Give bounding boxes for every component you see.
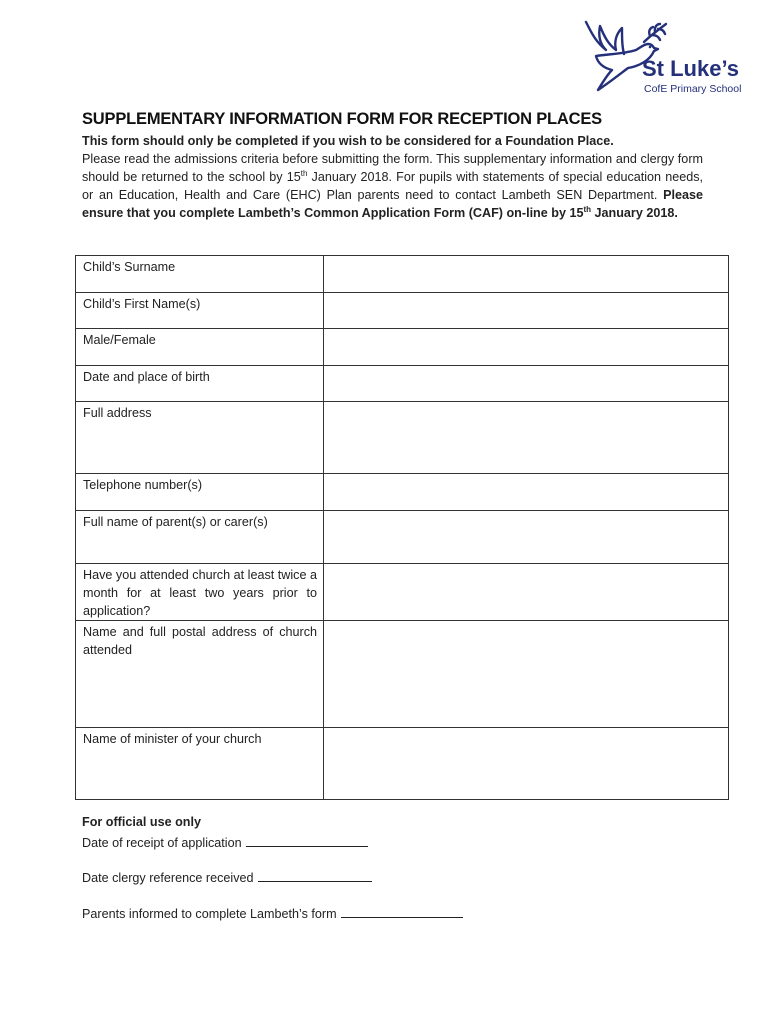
receipt-date-line (82, 834, 368, 850)
field-label: Child’s First Name(s) (76, 293, 324, 329)
form-row-minister (76, 728, 729, 800)
field-label: Child’s Surname (76, 256, 324, 293)
field-label: Name of minister of your church (76, 728, 324, 800)
official-use-heading: For official use only (82, 815, 201, 829)
informed-field[interactable] (341, 905, 463, 918)
field-label: Full address (76, 402, 324, 474)
form-row-church-attendance (76, 564, 729, 621)
birth-field[interactable] (324, 366, 729, 402)
intro-lead: This form should only be completed if you wish to be considered for a Foundation Place. (82, 134, 614, 148)
intro-body-2: January 2018. For pupils with statements of special education needs, or an Education, Health and Care (EHC) Plan parents need to contact Lambeth SEN Department. (82, 170, 704, 202)
form-row-birth (76, 366, 729, 402)
informed-label: Parents informed to complete Lambeth’s form (82, 907, 337, 921)
church-attendance-field[interactable] (324, 564, 729, 621)
intro-body-1: Please read the admissions criteria before submitting the form. This supplementary information and clergy form should be returned to the school by 15 (82, 152, 703, 184)
field-label: Full name of parent(s) or carer(s) (76, 511, 324, 564)
field-label: Telephone number(s) (76, 474, 324, 511)
intro-sup-1: th (300, 168, 308, 178)
school-name: St Luke’s (642, 56, 739, 81)
field-label: Name and full postal address of church attended (76, 621, 324, 728)
first-name-field[interactable] (324, 293, 729, 329)
field-label: Have you attended church at least twice a month for at least two years prior to application? (76, 564, 324, 621)
intro-text (82, 132, 703, 222)
intro-bold-2: January 2018. (591, 206, 678, 220)
intro-sup-2: th (583, 204, 592, 214)
field-label: Date and place of birth (76, 366, 324, 402)
address-field[interactable] (324, 402, 729, 474)
form-title: SUPPLEMENTARY INFORMATION FORM FOR RECEPTION PLACES (82, 110, 602, 128)
form-row-telephone (76, 474, 729, 511)
form-row-first-name (76, 293, 729, 329)
intro-bold-1: Please ensure that you complete Lambeth’s Common Application Form (CAF) on-line by 15 (82, 188, 703, 220)
field-label: Male/Female (76, 329, 324, 366)
form-row-gender (76, 329, 729, 366)
informed-line (82, 905, 463, 921)
clergy-date-line (82, 869, 372, 885)
receipt-date-label: Date of receipt of application (82, 836, 242, 850)
minister-field[interactable] (324, 728, 729, 800)
form-row-surname (76, 256, 729, 293)
clergy-date-field[interactable] (258, 869, 372, 882)
surname-field[interactable] (324, 256, 729, 293)
form-row-parent-name (76, 511, 729, 564)
clergy-date-label: Date clergy reference received (82, 871, 254, 885)
church-address-field[interactable] (324, 621, 729, 728)
form-row-address (76, 402, 729, 474)
telephone-field[interactable] (324, 474, 729, 511)
school-subtitle: CofE Primary School (644, 83, 742, 95)
school-logo (578, 16, 750, 102)
receipt-date-field[interactable] (246, 834, 368, 847)
gender-field[interactable] (324, 329, 729, 366)
parent-name-field[interactable] (324, 511, 729, 564)
application-form-table (75, 255, 729, 800)
form-row-church-address (76, 621, 729, 728)
